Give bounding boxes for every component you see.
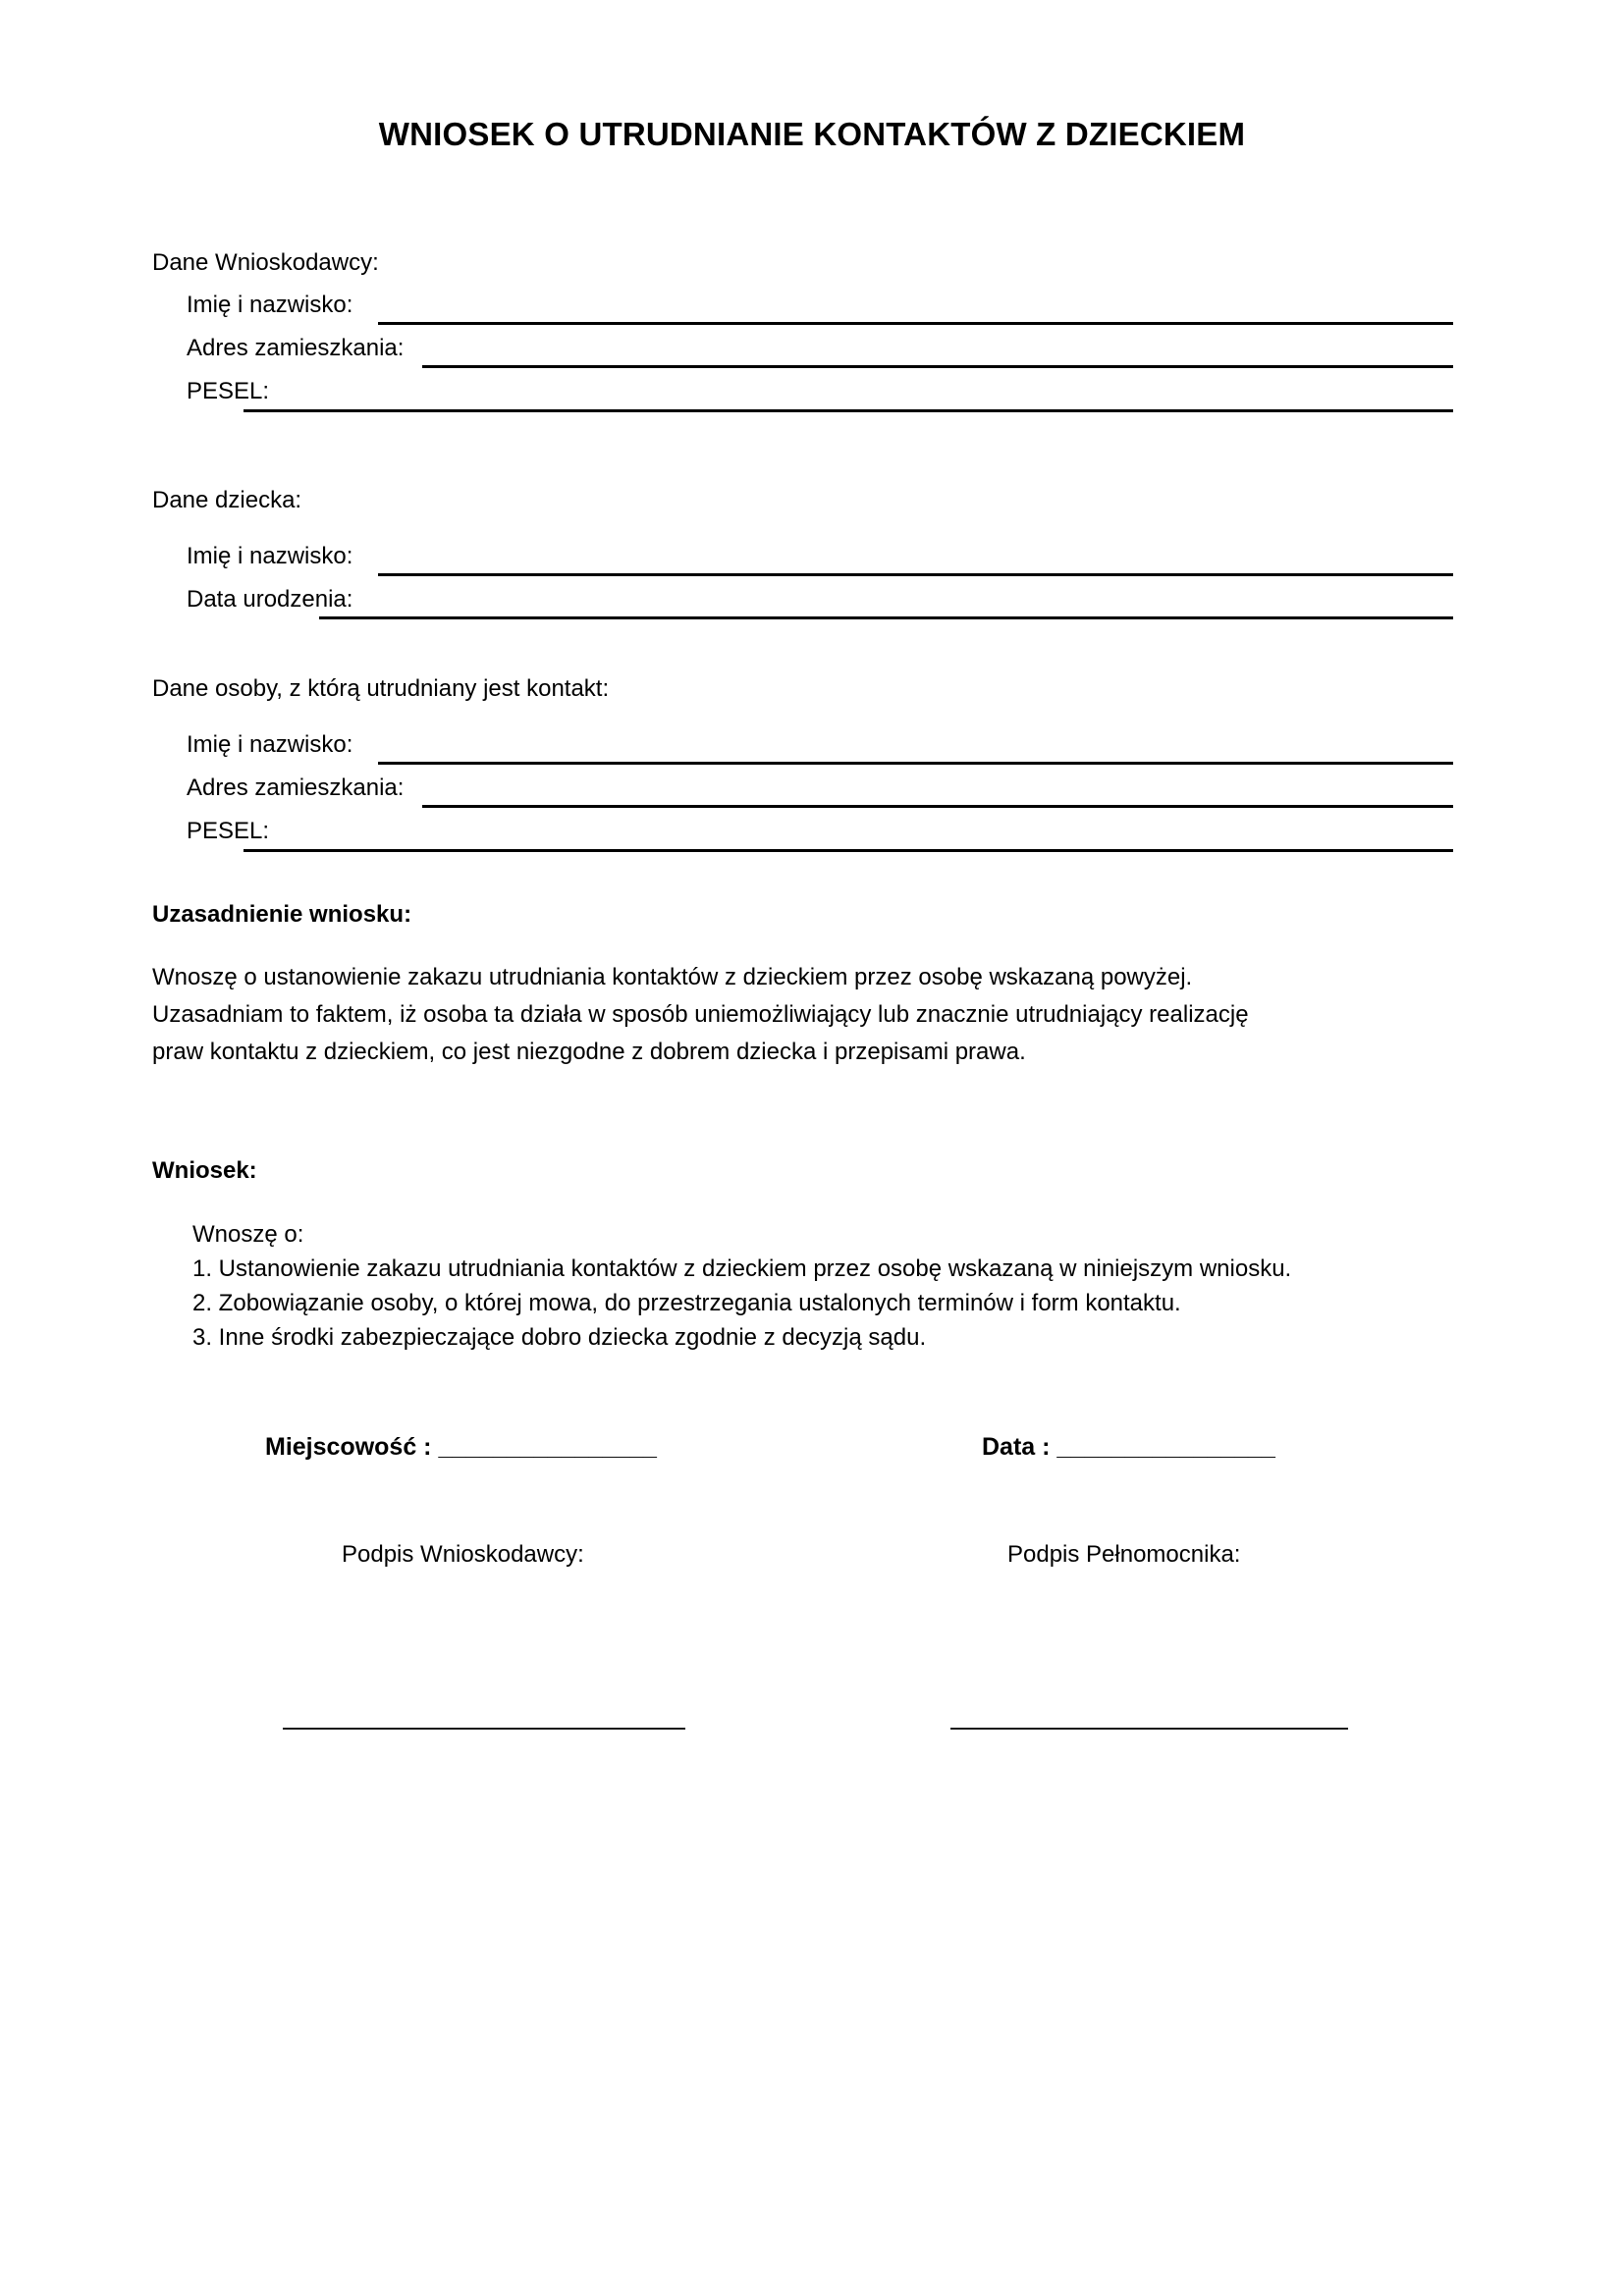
obstructing-person-pesel-input-rule[interactable] bbox=[244, 849, 1453, 852]
obstructing-person-name-label: Imię i nazwisko: bbox=[187, 731, 353, 758]
justification-heading: Uzasadnienie wniosku: bbox=[152, 901, 412, 928]
applicant-section-heading: Dane Wnioskodawcy: bbox=[152, 249, 379, 276]
child-name-input-rule[interactable] bbox=[378, 573, 1453, 576]
applicant-name-label: Imię i nazwisko: bbox=[187, 292, 353, 318]
request-list bbox=[192, 1217, 1291, 1355]
request-intro: Wnoszę o: bbox=[192, 1221, 304, 1248]
applicant-address-input-rule[interactable] bbox=[422, 365, 1453, 368]
request-heading: Wniosek: bbox=[152, 1157, 257, 1184]
applicant-signature-line[interactable] bbox=[283, 1728, 685, 1730]
applicant-pesel-label: PESEL: bbox=[187, 378, 270, 404]
obstructing-person-address-input-rule[interactable] bbox=[422, 805, 1453, 808]
obstructing-person-pesel-label: PESEL: bbox=[187, 818, 270, 844]
date-field[interactable]: Data : ________________ bbox=[982, 1433, 1275, 1461]
justification-line-3: praw kontaktu z dzieckiem, co jest niezgodne z dobrem dziecka i przepisami prawa. bbox=[152, 1039, 1026, 1065]
place-field[interactable]: Miejscowość : ________________ bbox=[265, 1433, 657, 1461]
applicant-pesel-input-rule[interactable] bbox=[244, 409, 1453, 412]
applicant-name-input-rule[interactable] bbox=[378, 322, 1453, 325]
attorney-signature-line[interactable] bbox=[950, 1728, 1348, 1730]
request-item-1: 1. Ustanowienie zakazu utrudniania kontaktów z dzieckiem przez osobę wskazaną w niniejszym wniosku. bbox=[192, 1255, 1292, 1282]
child-name-label: Imię i nazwisko: bbox=[187, 543, 353, 569]
justification-line-1: Wnoszę o ustanowienie zakazu utrudniania kontaktów z dzieckiem przez osobę wskazaną powyżej. bbox=[152, 964, 1193, 990]
obstructing-person-address-label: Adres zamieszkania: bbox=[187, 774, 405, 801]
child-section-heading: Dane dziecka: bbox=[152, 487, 302, 513]
obstructing-person-section-heading: Dane osoby, z którą utrudniany jest kontakt: bbox=[152, 675, 610, 702]
child-birthdate-input-rule[interactable] bbox=[319, 616, 1453, 619]
page-title: WNIOSEK O UTRUDNIANIE KONTAKTÓW Z DZIECKIEM bbox=[378, 116, 1246, 152]
applicant-address-label: Adres zamieszkania: bbox=[187, 335, 405, 361]
attorney-signature-label: Podpis Pełnomocnika: bbox=[1007, 1541, 1241, 1568]
request-item-3: 3. Inne środki zabezpieczające dobro dziecka zgodnie z decyzją sądu. bbox=[192, 1324, 927, 1351]
child-birthdate-label: Data urodzenia: bbox=[187, 586, 353, 613]
applicant-signature-label: Podpis Wnioskodawcy: bbox=[342, 1541, 584, 1568]
request-item-2: 2. Zobowiązanie osoby, o której mowa, do przestrzegania ustalonych terminów i form kontaktu. bbox=[192, 1290, 1181, 1316]
justification-line-2: Uzasadniam to faktem, iż osoba ta działa w sposób uniemożliwiający lub znacznie utrudniający realizację bbox=[152, 1001, 1249, 1028]
obstructing-person-name-input-rule[interactable] bbox=[378, 762, 1453, 765]
